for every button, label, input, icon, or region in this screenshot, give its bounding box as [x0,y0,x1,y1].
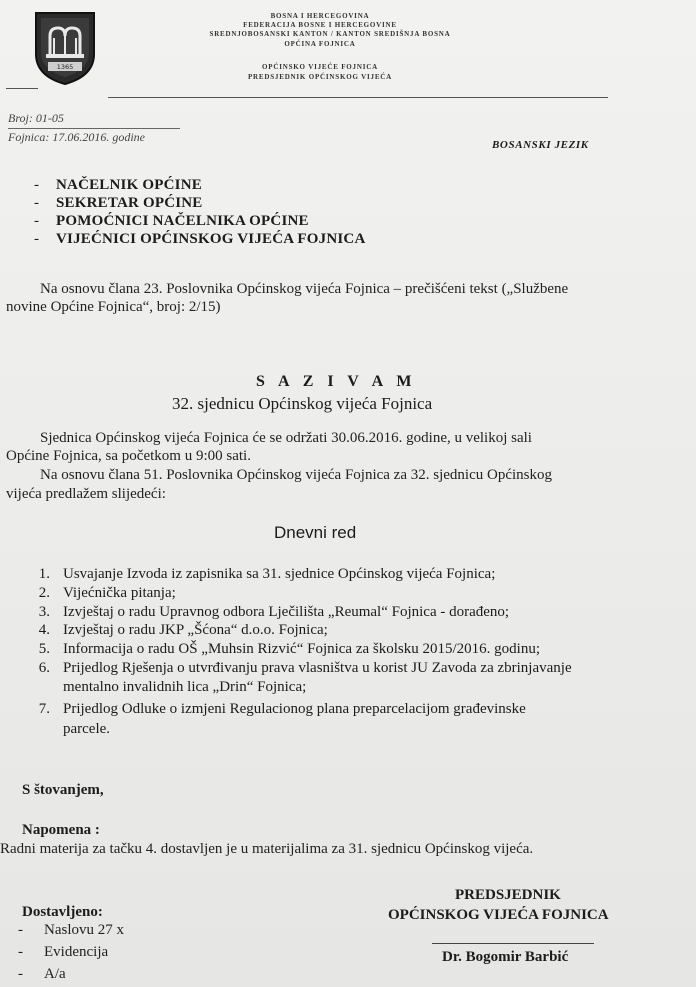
bullet-icon: - [34,177,39,193]
agenda-item-6-continued: mentalno invalidnih lica „Drin“ Fojnica; [63,679,307,695]
paragraph-2-line-2: vijeća predlažem slijedeći: [6,486,166,502]
coat-of-arms-icon [34,10,96,86]
agenda-item-3: Izvještaj o radu Upravnog odbora Lječilišta „Reumal“ Fojnica - dorađeno; [63,604,510,620]
signature-line [432,943,594,944]
signature-name: Dr. Bogomir Barbić [442,949,569,965]
recipient-3: POMOĆNICI NAČELNIKA OPĆINE [56,213,309,229]
agenda-item-number: 2. [38,585,50,601]
agenda-item-7: Prijedlog Odluke o izmjeni Regulacionog plana preparcelacijom građevinske [63,701,526,717]
recipient-4: VIJEĆNICI OPĆINSKOG VIJEĆA FOJNICA [56,231,366,247]
header-line-3: SREDNJOBOSANSKI KANTON / KANTON SREDIŠNJA BOSNA [209,30,451,38]
agenda-item-7-continued: parcele. [63,721,111,737]
recipient-1: NAČELNIK OPĆINE [56,177,202,193]
delivered-item-3: A/a [44,966,66,982]
convocation-subtitle: 32. sjednicu Općinskog vijeća Fojnica [172,394,433,413]
bullet-icon: - [34,213,39,229]
bullet-icon: - [18,966,23,982]
header-line-4: OPĆINA FOJNICA [284,40,356,48]
agenda-item-5: Informacija o radu OŠ „Muhsin Rizvić“ Fojnica za školsku 2015/2016. godinu; [63,641,541,657]
agenda-item-2: Vijećnička pitanja; [63,585,176,601]
header-sub-line-1: OPĆINSKO VIJEĆE FOJNICA [262,63,378,71]
recipient-2: SEKRETAR OPĆINE [56,195,203,211]
agenda-item-number: 4. [38,622,50,638]
language-label: BOSANSKI JEZIK [492,139,589,151]
paragraph-1-line-1: Sjednica Općinskog vijeća Fojnica će se održati 30.06.2016. godine, u velikoj sali [40,430,532,446]
note-text: Radni materija za tačku 4. dostavljen je u materijalima za 31. sjednicu Općinskog vijeća. [0,841,534,857]
header-divider-left [6,88,38,89]
agenda-item-4: Izvještaj o radu JKP „Šćona“ d.o.o. Fojnica; [63,622,328,638]
agenda-title: Dnevni red [274,523,357,542]
meta-underline [8,128,180,129]
delivered-label: Dostavljeno: [22,904,103,920]
delivered-item-2: Evidencija [44,944,109,960]
bullet-icon: - [34,195,39,211]
regards: S štovanjem, [22,782,104,798]
header-divider [108,97,608,98]
signature-title-1: PREDSJEDNIK [455,887,561,903]
header-line-1: BOSNA I HERCEGOVINA [270,12,370,20]
intro-line-1: Na osnovu člana 23. Poslovnika Općinskog vijeća Fojnica – prečišćeni tekst („Službene [40,281,569,297]
paragraph-2-line-1: Na osnovu člana 51. Poslovnika Općinskog vijeća Fojnica za 32. sjednicu Općinskog [40,467,552,483]
agenda-item-1: Usvajanje Izvoda iz zapisnika sa 31. sjednice Općinskog vijeća Fojnica; [63,566,496,582]
emblem-year: 1365 [56,63,74,71]
agenda-item-number: 3. [38,604,50,620]
paragraph-1-line-2: Općine Fojnica, sa početkom u 9:00 sati. [6,448,251,464]
bullet-icon: - [18,922,23,938]
agenda-item-number: 1. [38,566,50,582]
bullet-icon: - [18,944,23,960]
intro-line-2: novine Općine Fojnica“, broj: 2/15) [6,299,221,315]
agenda-item-number: 6. [38,660,50,676]
note-label: Napomena : [22,822,100,838]
agenda-item-number: 5. [38,641,50,657]
document-date: Fojnica: 17.06.2016. godine [8,130,145,144]
delivered-item-1: Naslovu 27 x [44,922,124,938]
header-sub-line-2: PREDSJEDNIK OPĆINSKOG VIJEĆA [247,73,392,81]
bullet-icon: - [34,231,39,247]
agenda-item-6: Prijedlog Rješenja o utvrđivanju prava vlasništva u korist JU Zavoda za zbrinjavanje [63,660,572,676]
convocation-title: S A Z I V A M [256,373,417,390]
signature-title-2: OPĆINSKOG VIJEĆA FOJNICA [388,907,609,923]
document-number: Broj: 01-05 [8,111,64,125]
agenda-item-number: 7. [38,701,50,717]
header-line-2: FEDERACIJA BOSNE I HERCEGOVINE [243,21,397,29]
